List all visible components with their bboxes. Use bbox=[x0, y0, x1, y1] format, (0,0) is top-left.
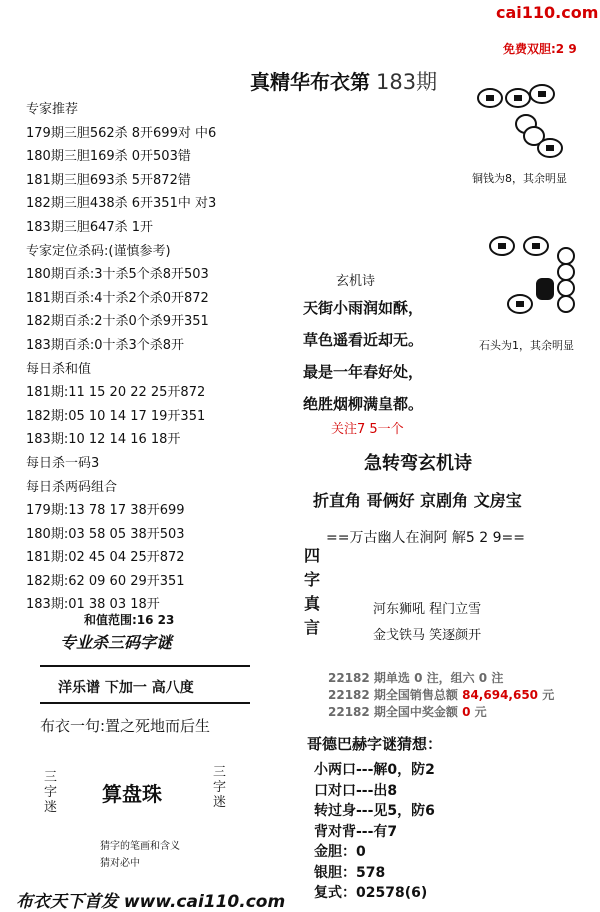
stone-icon bbox=[536, 278, 554, 300]
stat-line bbox=[328, 704, 554, 721]
stat-text: 22182 期单选 0 注，组六 0 注 bbox=[328, 671, 504, 685]
list-item: 182期:62 09 60 29开351 bbox=[26, 573, 185, 589]
sanma-title: 专业杀三码字谜 bbox=[60, 633, 173, 652]
stat-value: 0 bbox=[462, 705, 471, 719]
stat-value: 84,694,650 bbox=[462, 688, 539, 702]
gdb-line: 背对背---有7 bbox=[314, 823, 398, 840]
coin-caption-1: 铜钱为8，其余明显 bbox=[472, 172, 567, 185]
poem-line: 绝胜烟柳满皇都。 bbox=[303, 395, 424, 413]
sales-stats bbox=[328, 670, 554, 721]
gdb-line: 口对口---出8 bbox=[314, 782, 398, 799]
list-item: 专家定位杀码:(谨慎参考) bbox=[26, 243, 171, 259]
list-item: 183期:01 38 03 18开 bbox=[26, 597, 160, 613]
gdb-line: 金胆：0 bbox=[314, 844, 366, 860]
gdb-list bbox=[314, 760, 435, 904]
gdb-heading: 哥德巴赫字谜猜想： bbox=[307, 735, 443, 753]
list-item: 181期三胆693杀 5开872错 bbox=[26, 172, 191, 188]
poem-line: 最是一年春好处， bbox=[303, 363, 424, 381]
list-item: 180期三胆169杀 0开503错 bbox=[26, 149, 191, 165]
poem-body bbox=[303, 292, 423, 420]
stat-unit: 元 bbox=[538, 688, 555, 702]
list-item: 183期百杀:0十杀3个杀8开 bbox=[26, 337, 185, 353]
hint-line: 猜字的笔画和含义 bbox=[100, 841, 180, 852]
gdb-line: 转过身---见5，防6 bbox=[314, 803, 435, 819]
list-item: 每日杀一码3 bbox=[26, 455, 100, 471]
divider bbox=[40, 702, 250, 704]
issue-number: 183期 bbox=[376, 70, 438, 94]
coin-icon bbox=[558, 264, 574, 280]
focus-note: 关注7 5一个 bbox=[331, 422, 404, 437]
stat-unit: 元 bbox=[470, 705, 487, 719]
list-item: 专家推荐 bbox=[26, 102, 79, 117]
list-item: 181期:02 45 04 25开872 bbox=[26, 550, 185, 566]
list-item: 179期三胆562杀 8开699对 中6 bbox=[26, 125, 217, 141]
yangle-text: 洋乐谱 下加一 高八度 bbox=[58, 680, 194, 696]
hint-line: 猜对必中 bbox=[100, 858, 140, 869]
list-item: 183期三胆647杀 1开 bbox=[26, 219, 154, 235]
buyi-sentence: 布衣一句:置之死地而后生 bbox=[40, 717, 211, 735]
list-item: 180期:03 58 05 38开503 bbox=[26, 526, 185, 542]
jzw-line: 折直角 哥俩好 京剧角 文房宝 bbox=[313, 491, 522, 510]
sizi-line: 河东狮吼 程门立雪 bbox=[373, 602, 482, 617]
coin-caption-2: 石头为1，其余明显 bbox=[479, 339, 574, 352]
poem-line: 草色遥看近却无。 bbox=[303, 331, 424, 349]
gdb-line: 复式：02578(6) bbox=[314, 885, 428, 901]
title-text: 真精华布衣第 bbox=[250, 70, 370, 94]
list-item: 182期:05 10 14 17 19开351 bbox=[26, 408, 206, 424]
coin-icon bbox=[558, 248, 574, 264]
stat-text: 22182 期全国销售总额 bbox=[328, 688, 463, 702]
list-item: 181期:11 15 20 22 25开872 bbox=[26, 385, 206, 401]
riddle-hint bbox=[100, 838, 180, 872]
poem-line: 天街小雨润如酥， bbox=[303, 299, 424, 317]
sanzi-label-left: 三字迷 bbox=[44, 770, 58, 815]
poem-heading: 玄机诗 bbox=[336, 274, 376, 289]
sizi-title: 四字真言 bbox=[304, 546, 321, 637]
suanpan-riddle: 算盘珠 bbox=[102, 782, 162, 806]
list-item: 182期三胆438杀 6开351中 对3 bbox=[26, 196, 217, 212]
free-pick: 免费双胆:2 9 bbox=[503, 42, 577, 56]
site-logo[interactable]: cai110.com bbox=[496, 3, 599, 22]
coin-icon bbox=[558, 296, 574, 312]
divider bbox=[40, 665, 250, 667]
list-item: 181期百杀:4十杀2个杀0开872 bbox=[26, 290, 209, 306]
stat-line bbox=[328, 670, 554, 687]
list-item: 183期:10 12 14 16 18开 bbox=[26, 432, 181, 448]
list-item: 每日杀两码组合 bbox=[26, 479, 118, 495]
expert-list bbox=[26, 98, 216, 617]
list-item: 180期百杀:3十杀5个杀8开503 bbox=[26, 267, 209, 283]
sanzi-label-right: 三字迷 bbox=[213, 765, 227, 810]
sizi-line: 金戈铁马 笑逐颜开 bbox=[373, 628, 482, 643]
list-item: 179期:13 78 17 38开699 bbox=[26, 503, 185, 519]
coin-icon bbox=[558, 280, 574, 296]
stat-line bbox=[328, 687, 554, 704]
list-item: 182期百杀:2十杀0个杀9开351 bbox=[26, 314, 209, 330]
footer-text: 布衣天下首发 www.cai110.com bbox=[16, 892, 286, 912]
gdb-line: 银胆：578 bbox=[314, 864, 386, 881]
gdb-line: 小两口---解0，防2 bbox=[314, 762, 435, 778]
hezhi-range: 和值范围:16 23 bbox=[84, 613, 175, 627]
list-item: 每日杀和值 bbox=[26, 361, 92, 377]
jzw-heading: 急转弯玄机诗 bbox=[364, 453, 472, 474]
coin-figure-bottom bbox=[480, 232, 590, 334]
stat-text: 22182 期全国中奖金额 bbox=[328, 705, 463, 719]
wangu-line: ==万古幽人在涧阿 解5 2 9== bbox=[326, 530, 525, 546]
sizi-lines bbox=[373, 597, 481, 649]
coin-figure-top bbox=[470, 80, 590, 172]
page-title bbox=[250, 66, 437, 96]
